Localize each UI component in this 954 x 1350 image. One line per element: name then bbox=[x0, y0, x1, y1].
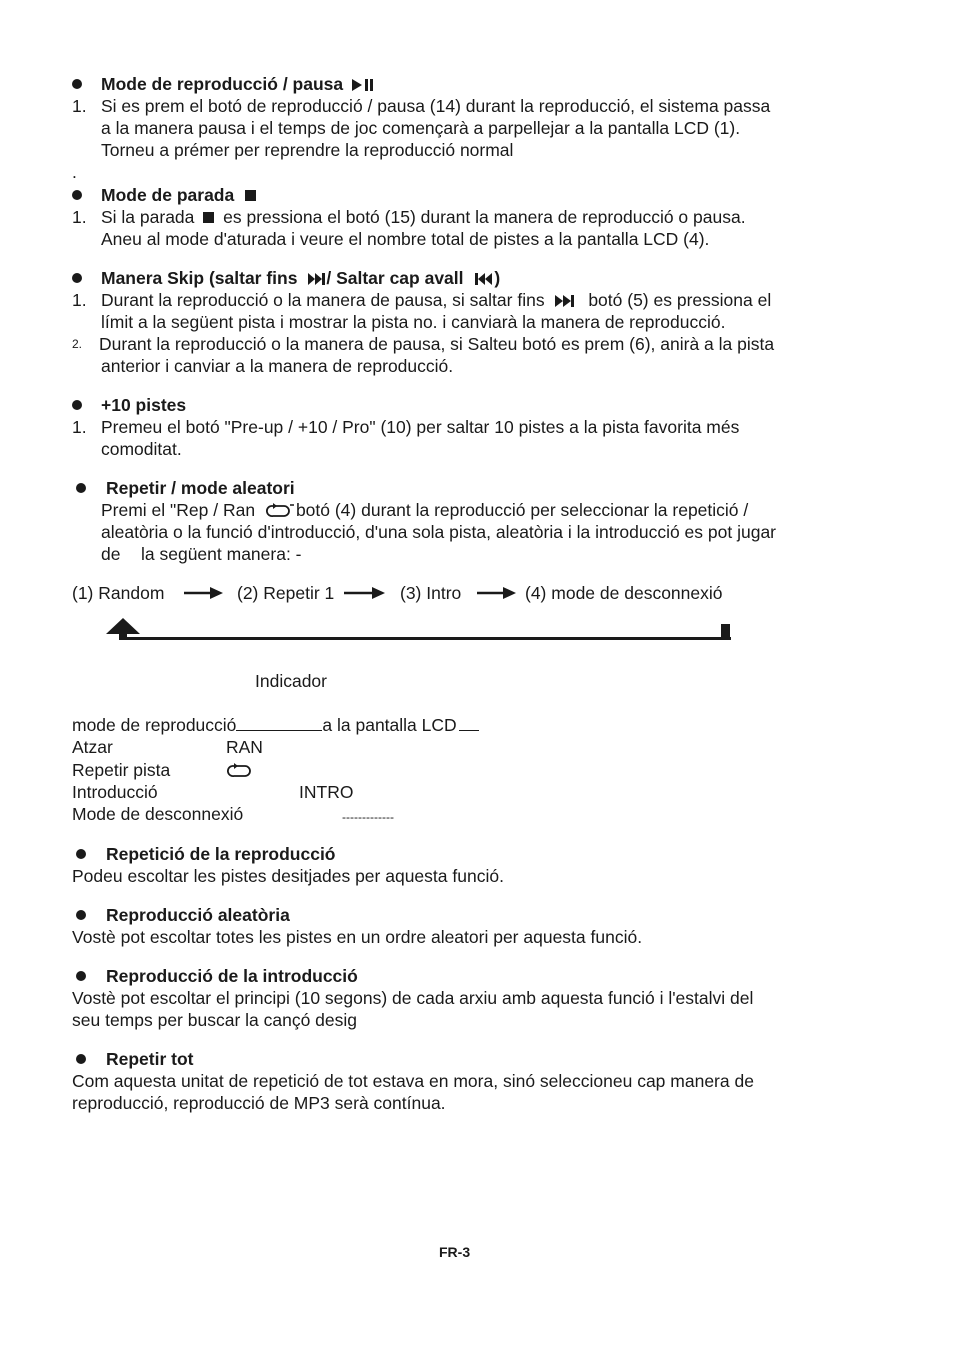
list-number: 1. bbox=[72, 417, 87, 437]
table-row-indicator: RAN bbox=[226, 737, 263, 757]
skip-back-icon bbox=[474, 273, 494, 285]
flow-step: (3) Intro bbox=[400, 583, 462, 603]
bullet bbox=[72, 79, 82, 89]
flow-step: (2) Repetir 1 bbox=[237, 583, 335, 603]
paragraph-line: de bbox=[101, 544, 121, 564]
page-number: FR-3 bbox=[439, 1244, 471, 1260]
play-pause-icon bbox=[352, 79, 374, 91]
table-row-indicator: ------------- bbox=[342, 810, 394, 824]
table-header: mode de reproducció a la pantalla LCD bbox=[72, 714, 479, 736]
right-arrow-icon bbox=[184, 586, 224, 600]
stray-dot: . bbox=[72, 162, 77, 182]
list-number: 1. bbox=[72, 207, 87, 227]
section-heading: Mode de reproducció / pausa bbox=[101, 73, 374, 95]
right-arrow-icon bbox=[477, 586, 517, 600]
stop-icon bbox=[245, 190, 256, 201]
bullet bbox=[76, 483, 86, 493]
paragraph-line: a la manera pausa i el temps de joc començarà a parpellejar a la pantalla LCD (1). bbox=[101, 118, 741, 138]
stop-icon bbox=[203, 212, 214, 223]
section-heading: Mode de parada bbox=[101, 184, 256, 206]
paragraph-line: Vostè pot escoltar totes les pistes en un ordre aleatori per aquesta funció. bbox=[72, 927, 643, 947]
paragraph-line: comoditat. bbox=[101, 439, 182, 459]
paragraph-line: Premeu el botó "Pre-up / +10 / Pro" (10) per saltar 10 pistes a la pista favorita més bbox=[101, 417, 740, 437]
section-heading: Reproducció aleatòria bbox=[106, 905, 290, 925]
flow-step: (1) Random bbox=[72, 583, 165, 603]
paragraph-line: Durant la reproducció o la manera de pausa, si saltar fins botó (5) es pressiona el bbox=[101, 290, 772, 310]
bullet bbox=[76, 1054, 86, 1064]
section-heading: Repetició de la reproducció bbox=[106, 844, 336, 864]
paragraph-line: Aneu al mode d'aturada i veure el nombre total de pistes a la pantalla LCD (4). bbox=[101, 229, 710, 249]
bullet bbox=[72, 190, 82, 200]
paragraph-line: anterior i canviar a la manera de reproducció. bbox=[101, 356, 454, 376]
return-loop-line bbox=[104, 614, 734, 644]
right-arrow-icon bbox=[344, 586, 386, 600]
paragraph-line: Si la parada es pressiona el botó (15) durant la manera de reproducció o pausa. bbox=[101, 207, 746, 227]
table-row-mode: Repetir pista bbox=[72, 760, 171, 780]
paragraph-line: límit a la següent pista i mostrar la pista no. i canviarà la manera de reproducció. bbox=[101, 312, 726, 332]
list-number: 1. bbox=[72, 96, 87, 116]
bullet bbox=[76, 971, 86, 981]
paragraph-line: reproducció, reproducció de MP3 serà contínua. bbox=[72, 1093, 446, 1113]
list-number: 1. bbox=[72, 290, 87, 310]
skip-forward-icon bbox=[308, 273, 326, 285]
paragraph-line: Com aquesta unitat de repetició de tot estava en mora, sinó seleccioneu cap manera de bbox=[72, 1071, 754, 1091]
repeat-icon bbox=[227, 762, 255, 778]
section-heading: Manera Skip (saltar fins / Saltar cap avall ) bbox=[101, 268, 501, 288]
paragraph-line: Torneu a prémer per reprendre la reproducció normal bbox=[101, 140, 514, 160]
bullet bbox=[76, 910, 86, 920]
section-heading: Repetir tot bbox=[106, 1049, 194, 1069]
paragraph-line: Premi el "Rep / Ran botó (4) durant la reproducció per seleccionar la repetició / bbox=[101, 500, 749, 520]
table-row-indicator: INTRO bbox=[299, 782, 354, 802]
section-heading: Repetir / mode aleatori bbox=[106, 478, 295, 498]
header-underline bbox=[236, 714, 322, 731]
skip-forward-icon bbox=[555, 295, 577, 307]
paragraph-line: aleatòria o la funció d'introducció, d'una sola pista, aleatòria i la introducció es pot jugar bbox=[101, 522, 777, 542]
flow-step: (4) mode de desconnexió bbox=[525, 583, 723, 603]
paragraph-line: Podeu escoltar les pistes desitjades per aquesta funció. bbox=[72, 866, 504, 886]
bullet bbox=[76, 849, 86, 859]
table-row-mode: Mode de desconnexió bbox=[72, 804, 244, 824]
paragraph-line: Vostè pot escoltar el principi (10 segons) de cada arxiu amb aquesta funció i l'estalvi del bbox=[72, 988, 754, 1008]
bullet bbox=[72, 273, 82, 283]
repeat-icon bbox=[266, 502, 296, 518]
paragraph-line: seu temps per buscar la cançó desig bbox=[72, 1010, 358, 1030]
section-heading: +10 pistes bbox=[101, 395, 187, 415]
list-number: 2. bbox=[72, 337, 83, 351]
bullet bbox=[72, 400, 82, 410]
table-row-mode: Atzar bbox=[72, 737, 113, 757]
indicator-label: Indicador bbox=[255, 671, 327, 691]
section-heading: Reproducció de la introducció bbox=[106, 966, 358, 986]
table-row-mode: Introducció bbox=[72, 782, 158, 802]
paragraph-line: la següent manera: - bbox=[141, 544, 302, 564]
header-underline bbox=[459, 714, 479, 731]
paragraph-line: Si es prem el botó de reproducció / pausa (14) durant la reproducció, el sistema passa bbox=[101, 96, 771, 116]
paragraph-line: Durant la reproducció o la manera de pausa, si Salteu botó es prem (6), anirà a la pista bbox=[99, 334, 775, 354]
